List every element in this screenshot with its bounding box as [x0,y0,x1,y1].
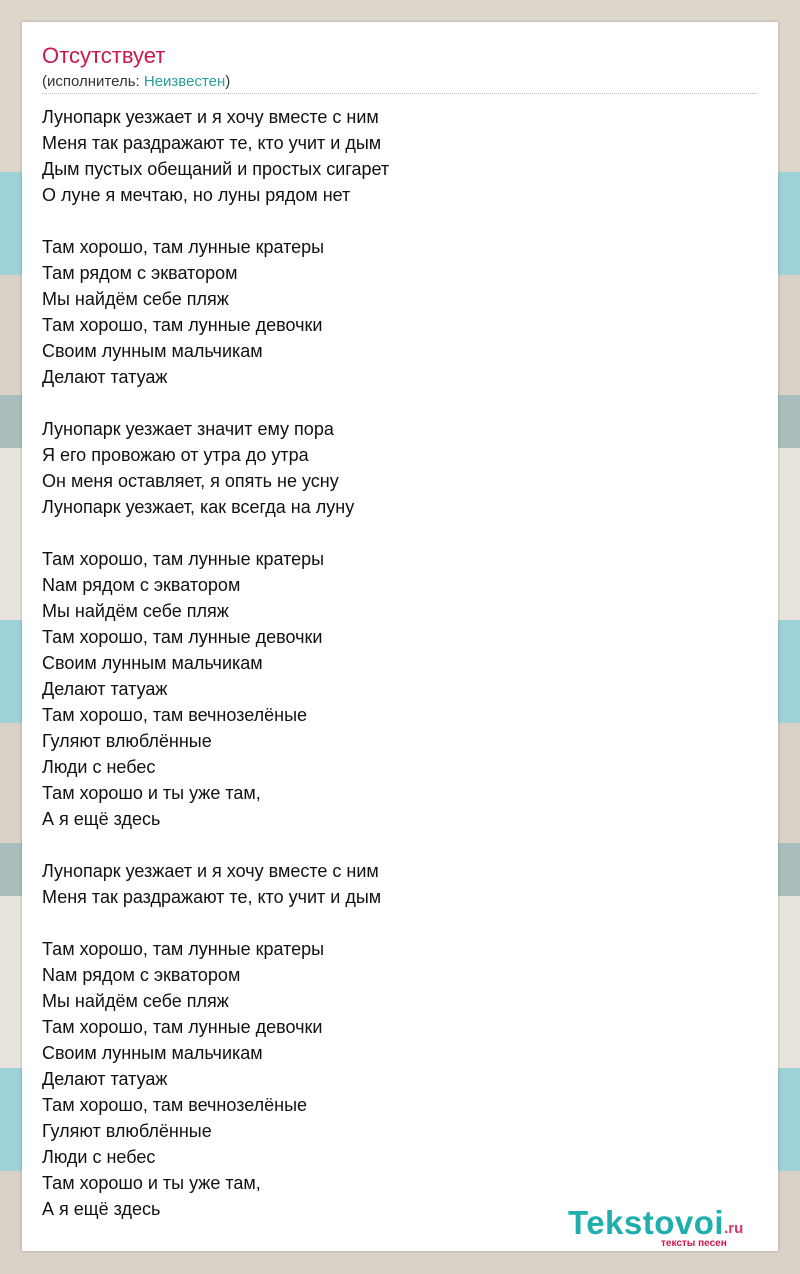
lyric-line: О луне я мечтаю, но луны рядом нет [42,185,351,205]
lyric-line: Лунопарк уезжает и я хочу вместе с ним [42,861,379,881]
lyric-line: Там хорошо, там лунные девочки [42,315,323,335]
lyric-line: Своим лунным мальчикам [42,341,263,361]
lyric-line: Гуляют влюблённые [42,731,212,751]
lyric-line: Он меня оставляет, я опять не усну [42,471,339,491]
performer-line [42,72,230,91]
lyric-line: Люди с небес [42,1147,156,1167]
lyric-line: Там хорошо, там лунные девочки [42,1017,323,1037]
lyric-line: Там хорошо, там вечнозелёные [42,1095,308,1115]
lyric-blank-line [42,832,757,858]
logo-tagline: тексты песен [661,1238,727,1249]
performer-name-link[interactable]: Неизвестен [143,73,226,90]
lyric-line: Делают татуаж [42,679,168,699]
lyrics-card [22,22,778,1251]
lyric-line: Гуляют влюблённые [42,1121,212,1141]
title-divider [42,93,757,94]
lyric-line: Там хорошо, там вечнозелёные [42,705,308,725]
lyric-line: Лунопарк уезжает и я хочу вместе с ним [42,107,379,127]
lyric-line: Мы найдём себе пляж [42,601,229,621]
lyric-line: Nам рядом с экватором [42,965,241,985]
lyric-blank-line [42,208,757,234]
lyric-line: Там хорошо, там лунные кратеры [42,549,325,569]
lyric-line: Nам рядом с экватором [42,575,241,595]
lyric-line: Там рядом с экватором [42,263,238,283]
lyric-line: А я ещё здесь [42,809,161,829]
lyric-line: Мы найдём себе пляж [42,289,229,309]
lyric-line: Мы найдём себе пляж [42,991,229,1011]
lyric-line: Меня так раздражают те, кто учит и дым [42,887,382,907]
song-title: Отсутствует [42,43,166,68]
lyric-line: А я ещё здесь [42,1199,161,1219]
lyric-line: Там хорошо, там лунные девочки [42,627,323,647]
lyric-line: Своим лунным мальчикам [42,1043,263,1063]
lyric-line: Там хорошо, там лунные кратеры [42,939,325,959]
lyric-blank-line [42,910,757,936]
lyric-line: Люди с небес [42,757,156,777]
lyric-line: Я его провожаю от утра до утра [42,445,309,465]
lyric-line: Меня так раздражают те, кто учит и дым [42,133,382,153]
lyrics-text [42,104,757,1222]
lyric-line: Делают татуаж [42,367,168,387]
lyric-line: Там хорошо, там лунные кратеры [42,237,325,257]
logo-tld: .ru [724,1220,744,1237]
performer-suffix: ) [225,73,231,90]
lyric-blank-line [42,390,757,416]
lyric-blank-line [42,520,757,546]
logo-word: Tekstovoi [568,1204,725,1241]
lyric-line: Делают татуаж [42,1069,168,1089]
lyric-line: Лунопарк уезжает, как всегда на луну [42,497,355,517]
lyric-line: Лунопарк уезжает значит ему пора [42,419,334,439]
performer-prefix: (исполнитель: [42,73,144,90]
lyric-line: Своим лунным мальчикам [42,653,263,673]
lyric-line: Там хорошо и ты уже там, [42,783,261,803]
tekstovoi-logo[interactable] [568,1204,778,1249]
lyric-line: Дым пустых обещаний и простых сигарет [42,159,390,179]
lyric-line: Там хорошо и ты уже там, [42,1173,261,1193]
